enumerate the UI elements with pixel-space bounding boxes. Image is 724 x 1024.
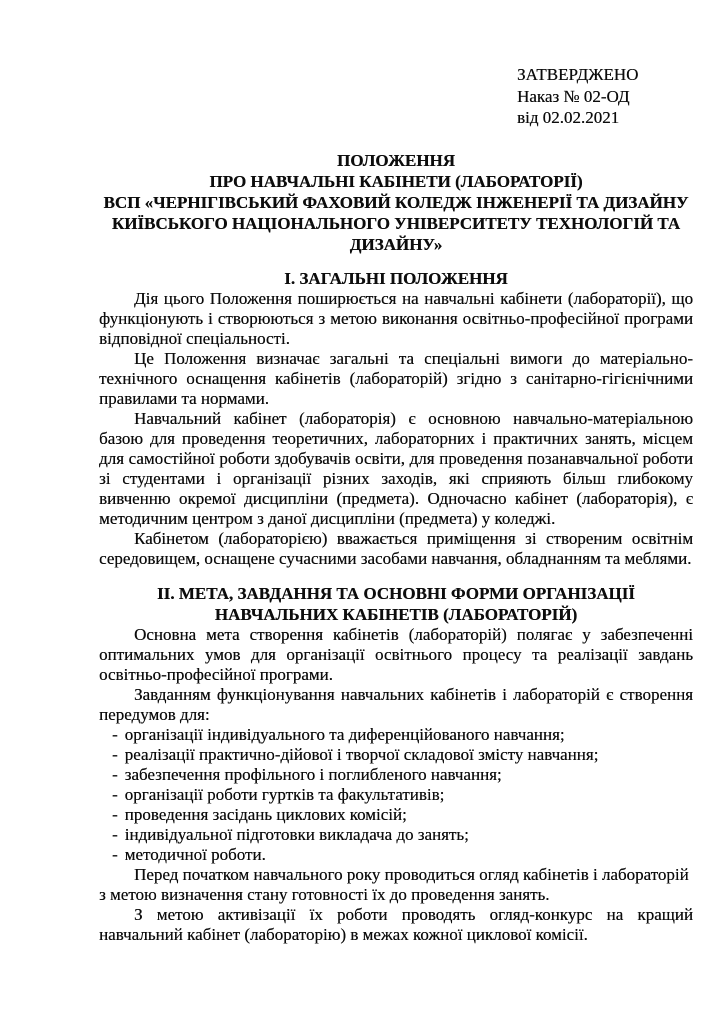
approval-order-date: від 02.02.2021 [517, 108, 620, 127]
list-item-dash: - [112, 784, 118, 804]
list-item-dash: - [112, 804, 118, 824]
list-item-dash: - [112, 824, 118, 844]
list-item-dash: - [112, 724, 118, 744]
section-1-paragraph: Це Положення визначає загальні та спеціальні вимоги до матеріально-технічного оснащення кабінетів (лабораторій) згідно з санітарно-гігієнічними правилами та нормами. [99, 348, 693, 408]
tasks-list [99, 725, 693, 865]
section-2-paragraph: Завданням функціонування навчальних кабінетів і лабораторій є створення передумов для: [99, 684, 693, 724]
list-item [112, 725, 693, 745]
list-item-text: проведення засідань циклових комісій; [124, 804, 407, 824]
approval-block [517, 64, 693, 129]
list-item-text: реалізації практично-дійової і творчої складової змісту навчання; [124, 744, 599, 764]
document-title-line: ВСП «ЧЕРНІГІВСЬКИЙ ФАХОВИЙ КОЛЕДЖ ІНЖЕНЕРІЇ ТА ДИЗАЙНУ [103, 192, 689, 212]
list-item-text: методичної роботи. [124, 844, 266, 864]
document-title-line: ПОЛОЖЕННЯ [337, 150, 455, 170]
list-item-text: забезпечення профільного і поглибленого навчання; [124, 764, 502, 784]
section-1-heading: І. ЗАГАЛЬНІ ПОЛОЖЕННЯ [284, 268, 508, 288]
document-title [99, 150, 693, 255]
section-1-paragraph: Навчальний кабінет (лабораторія) є основною навчально-матеріальною базою для проведення теоретичних, лабораторних і практичних занять, місцем для самостійної роботи здобувачів освіти, для проведення позанавчальної роботи зі студентами і організації різних заходів, які сприяють більш глибокому вивченню окремої дисципліни (предмета). Одночасно кабінет (лабораторія), є методичним центром з даної дисципліни (предмета) у коледжі. [99, 408, 693, 528]
list-item [112, 805, 693, 825]
approval-order-number: Наказ № 02-ОД [517, 86, 630, 106]
document-title-line: КИЇВСЬКОГО НАЦІОНАЛЬНОГО УНІВЕРСИТЕТУ ТЕХНОЛОГІЙ ТА [111, 213, 681, 233]
section-2-heading-line: НАВЧАЛЬНИХ КАБІНЕТІВ (ЛАБОРАТОРІЙ) [214, 604, 578, 624]
list-item-text: організації роботи гуртків та факультативів; [124, 784, 445, 804]
section-2-paragraph: Основна мета створення кабінетів (лабораторій) полягає у забезпеченні оптимальних умов для організації освітнього процесу та реалізації завдань освітньо-професійної програми. [99, 624, 693, 684]
list-item [112, 745, 693, 765]
list-item [112, 765, 693, 785]
list-item-dash: - [112, 844, 118, 864]
section-1-paragraph: Кабінетом (лабораторією) вважається приміщення зі створеним освітнім середовищем, оснащене сучасними засобами навчання, обладнанням та меблями. [99, 528, 693, 568]
list-item-dash: - [112, 764, 118, 784]
list-item [112, 825, 693, 845]
document-title-line: ПРО НАВЧАЛЬНІ КАБІНЕТИ (ЛАБОРАТОРІЇ) [209, 171, 583, 191]
list-item-text: організації індивідуального та диференційованого навчання; [124, 724, 565, 744]
section-2-heading-line: ІІ. МЕТА, ЗАВДАННЯ ТА ОСНОВНІ ФОРМИ ОРГАНІЗАЦІЇ [157, 583, 635, 603]
section-1-paragraph: Дія цього Положення поширюється на навчальні кабінети (лабораторії), що функціонують і створюються з метою виконання освітньо-професійної програми відповідної спеціальності. [99, 288, 693, 348]
section-2-heading [99, 583, 693, 625]
section-2-paragraph: З метою активізації їх роботи проводять огляд-конкурс на кращий навчальний кабінет (лабораторію) в межах кожної циклової комісії. [99, 904, 693, 944]
list-item-text: індивідуальної підготовки викладача до занять; [124, 824, 469, 844]
list-item [112, 785, 693, 805]
list-item-dash: - [112, 744, 118, 764]
list-item [112, 845, 693, 865]
approval-stamp-label: ЗАТВЕРДЖЕНО [517, 65, 639, 84]
section-2-paragraph: Перед початком навчального року проводиться огляд кабінетів і лабораторій з метою визначення стану готовності їх до проведення занять. [99, 864, 689, 904]
document-title-line: ДИЗАЙНУ» [349, 234, 443, 254]
